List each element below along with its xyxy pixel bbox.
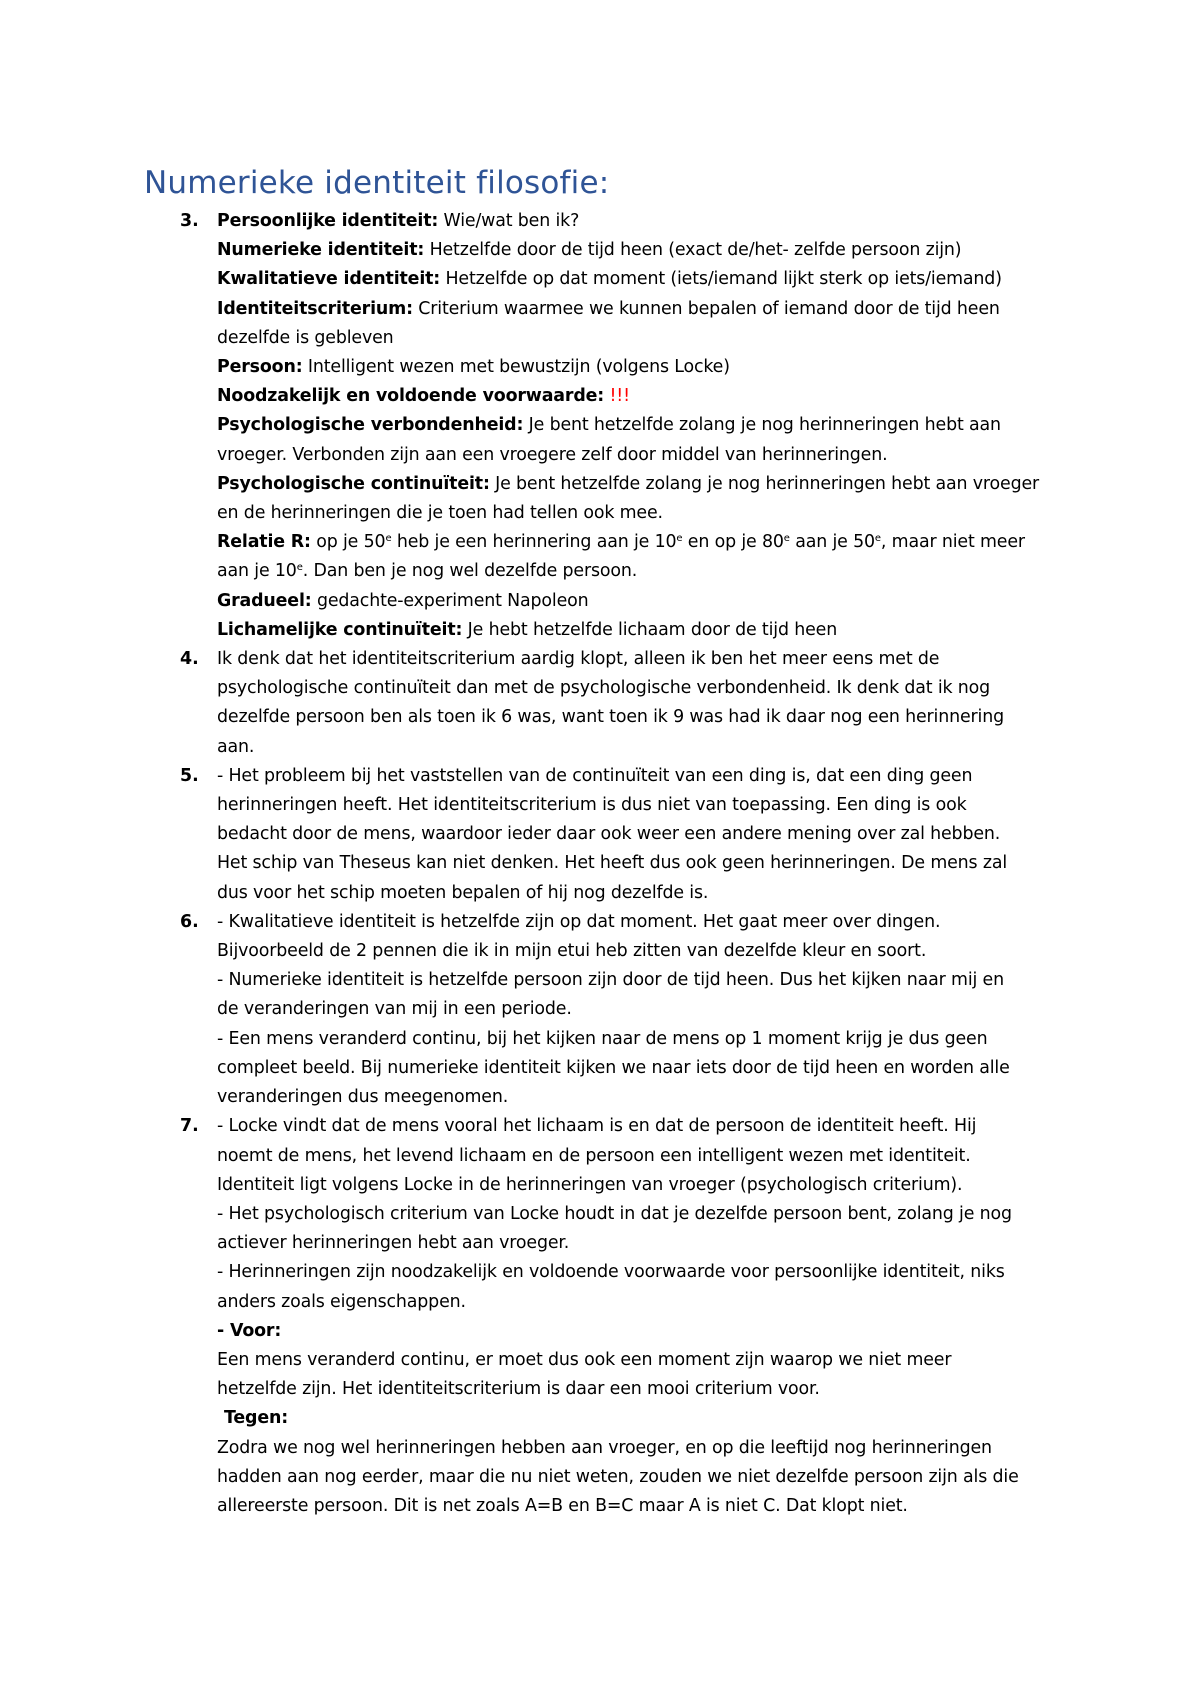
text-line: hadden aan nog eerder, maar die nu niet weten, zouden we niet dezelfde persoon zijn als die <box>217 1466 1019 1487</box>
text-line: noemt de mens, het levend lichaam en de persoon een intelligent wezen met identiteit. <box>217 1145 971 1166</box>
definition-continuation: en de herinneringen die je toen had tellen ook mee. <box>217 503 663 524</box>
term: Gradueel: <box>217 590 312 611</box>
definition-continuation: dezelfde is gebleven <box>217 327 394 348</box>
list-item-5 <box>0 762 1200 908</box>
exclamation-marks: !!! <box>604 386 630 407</box>
superscript: e <box>385 533 392 545</box>
text-line: - Locke vindt dat de mens vooral het lichaam is en dat de persoon de identiteit heeft. Hij <box>217 1116 977 1137</box>
superscript: e <box>296 562 303 574</box>
text-line: veranderingen dus meegenomen. <box>217 1087 509 1108</box>
item-body <box>217 1112 1057 1521</box>
definition-gradueel <box>217 587 1057 616</box>
definition-psychologische-verbondenheid <box>217 411 1057 440</box>
item-body <box>217 645 1057 762</box>
term: Lichamelijke continuïteit: <box>217 619 463 640</box>
text-line: herinneringen heeft. Het identiteitscriterium is dus niet van toepassing. Een ding is ook <box>217 795 967 816</box>
term: Psychologische continuïteit: <box>217 473 490 494</box>
text-line: - Het psychologisch criterium van Locke houdt in dat je dezelfde persoon bent, zolang je nog <box>217 1203 1012 1224</box>
text-line: Het schip van Theseus kan niet denken. Het heeft dus ook geen herinneringen. De mens zal <box>217 853 1008 874</box>
definition-lichamelijke-continuiteit <box>217 616 1057 645</box>
text-line: dezelfde persoon ben als toen ik 6 was, want toen ik 9 was had ik daar nog een herinnering <box>217 707 1004 728</box>
item-body <box>217 207 1057 645</box>
answer-list <box>0 207 1200 1521</box>
text-line: aan. <box>217 736 255 757</box>
text-line: - Een mens veranderd continu, bij het kijken naar de mens op 1 moment krijg je dus geen <box>217 1028 988 1049</box>
definition-text: Wie/wat ben ik? <box>438 211 580 231</box>
text-line: Bijvoorbeeld de 2 pennen die ik in mijn etui heb zitten van dezelfde kleur en soort. <box>217 941 927 962</box>
definition-psychologische-continuiteit <box>217 470 1057 499</box>
text-segment: en op je 80 <box>682 532 784 553</box>
text-line: actiever herinneringen hebt aan vroeger. <box>217 1233 570 1254</box>
tegen-heading <box>217 1404 1057 1433</box>
text-line: Identiteit ligt volgens Locke in de herinneringen van vroeger (psychologisch criterium). <box>217 1174 963 1195</box>
text-line: psychologische continuïteit dan met de psychologische verbondenheid. Ik denk dat ik nog <box>217 678 991 699</box>
definition-persoonlijke-identiteit <box>217 207 1057 236</box>
definition-text: Hetzelfde op dat moment (iets/iemand lijkt sterk op iets/iemand) <box>440 269 1002 290</box>
definition-text: Je bent hetzelfde zolang je nog herinneringen hebt aan vroeger <box>489 473 1040 494</box>
text-line: allereerste persoon. Dit is net zoals A=B en B=C maar A is niet C. Dat klopt niet. <box>217 1495 908 1516</box>
term: Identiteitscriterium: <box>217 298 413 319</box>
text-line: anders zoals eigenschappen. <box>217 1291 466 1312</box>
item-number: 4. <box>180 649 199 670</box>
text-line: bedacht door de mens, waardoor ieder daar ook weer een andere mening over zal hebben. <box>217 824 1001 845</box>
definition-text: Criterium waarmee we kunnen bepalen of iemand door de tijd heen <box>412 298 1000 319</box>
item-number: 5. <box>180 765 199 786</box>
definition-voorwaarde <box>217 382 1057 411</box>
item-number: 6. <box>180 911 199 932</box>
text-segment: op je 50 <box>310 532 386 553</box>
list-item-4 <box>0 645 1200 762</box>
text-line: - Numerieke identiteit is hetzelfde persoon zijn door de tijd heen. Dus het kijken naar mij en <box>217 970 1004 991</box>
term: Relatie R: <box>217 532 311 553</box>
definition-text: Intelligent wezen met bewustzijn (volgens Locke) <box>302 357 730 378</box>
definition-continuation <box>217 557 1057 586</box>
text-line: de veranderingen van mij in een periode. <box>217 999 572 1020</box>
superscript: e <box>676 533 683 545</box>
definition-kwalitatieve-identiteit <box>217 265 1057 294</box>
text-line: compleet beeld. Bij numerieke identiteit kijken we naar iets door de tijd heen en worden alle <box>217 1057 1010 1078</box>
voor-heading <box>217 1317 1057 1346</box>
text-segment: aan je 10 <box>217 561 297 582</box>
text-line: - Het probleem bij het vaststellen van de continuïteit van een ding is, dat een ding geen <box>217 765 973 786</box>
list-item-6 <box>0 908 1200 1112</box>
superscript: e <box>783 533 790 545</box>
item-number: 3. <box>180 211 199 231</box>
term: Psychologische verbondenheid: <box>217 415 524 436</box>
item-number: 7. <box>180 1116 199 1137</box>
text-line: Een mens veranderd continu, er moet dus ook een moment zijn waarop we niet meer <box>217 1349 952 1370</box>
definition-persoon <box>217 353 1057 382</box>
page-title: Numerieke identiteit filosofie: <box>144 165 610 201</box>
definition-text: Hetzelfde door de tijd heen (exact de/het- zelfde persoon zijn) <box>424 240 962 261</box>
definition-numerieke-identiteit <box>217 236 1057 265</box>
definition-text: Je hebt hetzelfde lichaam door de tijd heen <box>462 619 838 640</box>
definition-relatie-r <box>217 528 1057 557</box>
text-line: - Kwalitatieve identiteit is hetzelfde zijn op dat moment. Het gaat meer over dingen. <box>217 911 941 932</box>
term: Persoonlijke identiteit: <box>217 211 439 231</box>
superscript: e <box>874 533 881 545</box>
item-body <box>217 762 1057 908</box>
text-line: - Herinneringen zijn noodzakelijk en voldoende voorwaarde voor persoonlijke identiteit, niks <box>217 1262 1005 1283</box>
text-segment: aan je 50 <box>789 532 875 553</box>
text-line: hetzelfde zijn. Het identiteitscriterium is daar een mooi criterium voor. <box>217 1379 820 1400</box>
text-segment: . Dan ben je nog wel dezelfde persoon. <box>302 561 638 582</box>
text-line: Zodra we nog wel herinneringen hebben aan vroeger, en op die leeftijd nog herinneringen <box>217 1437 992 1458</box>
text-segment: , maar niet meer <box>880 532 1025 553</box>
definition-identiteitscriterium <box>217 295 1057 324</box>
list-item-7 <box>0 1112 1200 1521</box>
text-line: Ik denk dat het identiteitscriterium aardig klopt, alleen ik ben het meer eens met de <box>217 649 940 670</box>
definition-continuation: vroeger. Verbonden zijn aan een vroegere zelf door middel van herinneringen. <box>217 444 888 465</box>
tegen-label: Tegen: <box>224 1408 289 1429</box>
text-line: dus voor het schip moeten bepalen of hij nog dezelfde is. <box>217 882 709 903</box>
term: Kwalitatieve identiteit: <box>217 269 441 290</box>
text-segment: heb je een herinnering aan je 10 <box>391 532 677 553</box>
term: Persoon: <box>217 357 303 378</box>
item-body <box>217 908 1057 1112</box>
list-item-3 <box>0 207 1200 645</box>
voor-label: - Voor: <box>217 1320 282 1341</box>
definition-text: Je bent hetzelfde zolang je nog herinneringen hebt aan <box>523 415 1001 436</box>
definition-text: gedachte-experiment Napoleon <box>311 590 589 611</box>
term: Numerieke identiteit: <box>217 240 425 261</box>
term: Noodzakelijk en voldoende voorwaarde: <box>217 386 605 407</box>
